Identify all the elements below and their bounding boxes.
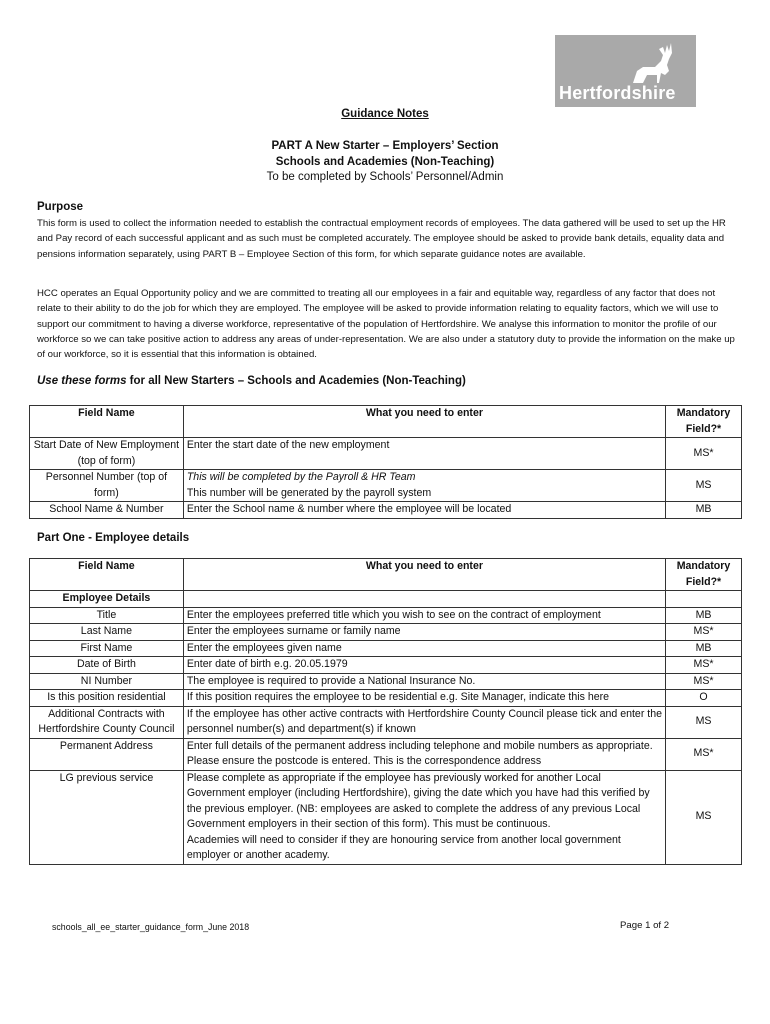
section-label: Employee Details bbox=[30, 591, 184, 608]
equal-opportunity-paragraph: HCC operates an Equal Opportunity policy and we are committed to treating all our employees in a fair and equitable way, regardless of any factor that does not relate to their ability to do the job for which they are employed. The employee will be asked to provide information relating to equality factors, which we will use to support our commitment to having a diverse workforce, representative of the population of Hertfordshire. We analyse this information to monitor the profile of our workforce so we can take positive action to address any areas of under-representation. We are also under a statutory duty to provide the information on the make up of our workforce, so it is essential that this information is obtained. bbox=[37, 288, 735, 361]
mandatory-cell: MS bbox=[666, 706, 742, 738]
use-forms-heading bbox=[37, 375, 466, 387]
table-row bbox=[30, 438, 742, 470]
enter-cell: The employee is required to provide a National Insurance No. bbox=[183, 673, 665, 690]
empty-cell bbox=[183, 591, 665, 608]
footer-page-number: Page 1 of 2 bbox=[620, 920, 670, 931]
field-cell: School Name & Number bbox=[30, 502, 184, 519]
field-cell: Personnel Number (top of form) bbox=[30, 470, 184, 502]
col-header-enter: What you need to enter bbox=[183, 559, 665, 591]
field-cell: Last Name bbox=[30, 624, 184, 641]
table-row bbox=[30, 470, 742, 502]
purpose-paragraph: This form is used to collect the information needed to establish the contractual employment records of employees. The data gathered will be used to set up the HR and Pay record of each successful applicant and as such must be completed accurately. The employee should be asked to provide bank details, equality data and pensions information separately, using PART B – Employee Section of this form, for which separate guidance notes are available. bbox=[37, 218, 726, 260]
footer-filename: schools_all_ee_starter_guidance_form_June 2018 bbox=[52, 922, 250, 932]
table-row bbox=[30, 502, 742, 519]
table-row bbox=[30, 738, 742, 770]
enter-cell bbox=[183, 770, 665, 864]
table-row bbox=[30, 770, 742, 864]
use-forms-prefix: Use these forms bbox=[37, 375, 127, 387]
col-header-field: Field Name bbox=[30, 559, 184, 591]
table-row bbox=[30, 706, 742, 738]
document-title: Guidance Notes bbox=[341, 108, 429, 120]
field-cell: Date of Birth bbox=[30, 657, 184, 674]
field-cell: NI Number bbox=[30, 673, 184, 690]
field-cell: Permanent Address bbox=[30, 738, 184, 770]
mandatory-cell: O bbox=[666, 690, 742, 707]
enter-cell bbox=[183, 470, 665, 502]
enter-cell: Enter the employees preferred title which you wish to see on the contract of employment bbox=[183, 607, 665, 624]
table-row bbox=[30, 640, 742, 657]
col-header-field: Field Name bbox=[30, 406, 184, 438]
field-cell: Start Date of New Employment (top of form) bbox=[30, 438, 184, 470]
enter-cell: Enter full details of the permanent address including telephone and mobile numbers as appropriate. Please ensure the postcode is entered. This is the correspondence address bbox=[183, 738, 665, 770]
table-row bbox=[30, 673, 742, 690]
table-header-row bbox=[30, 559, 742, 591]
mandatory-cell: MB bbox=[666, 607, 742, 624]
col-header-enter: What you need to enter bbox=[183, 406, 665, 438]
part-a-heading: PART A New Starter – Employers’ Section bbox=[271, 140, 499, 152]
enter-cell: Enter date of birth e.g. 20.05.1979 bbox=[183, 657, 665, 674]
logo-text: Hertfordshire bbox=[559, 83, 676, 103]
enter-text: This number will be generated by the payroll system bbox=[186, 486, 432, 499]
field-cell: First Name bbox=[30, 640, 184, 657]
mandatory-cell: MS* bbox=[666, 738, 742, 770]
mandatory-cell: MS bbox=[666, 770, 742, 864]
use-forms-rest: for all New Starters – Schools and Academies (Non-Teaching) bbox=[126, 375, 466, 387]
table-row bbox=[30, 624, 742, 641]
mandatory-cell: MB bbox=[666, 502, 742, 519]
new-starter-table bbox=[29, 405, 742, 519]
empty-cell bbox=[666, 591, 742, 608]
purpose-heading: Purpose bbox=[37, 201, 84, 213]
enter-text-academies: Academies will need to consider if they are honouring service from another local government employer or another academy. bbox=[186, 833, 621, 861]
table-row bbox=[30, 657, 742, 674]
table-header-row bbox=[30, 406, 742, 438]
completed-by-text: To be completed by Schools’ Personnel/Admin bbox=[266, 171, 504, 183]
schools-heading: Schools and Academies (Non-Teaching) bbox=[275, 156, 495, 168]
enter-note: This will be completed by the Payroll & HR Team bbox=[186, 471, 416, 483]
section-row bbox=[30, 591, 742, 608]
field-cell: LG previous service bbox=[30, 770, 184, 864]
mandatory-cell: MS bbox=[666, 470, 742, 502]
field-cell: Additional Contracts with Hertfordshire County Council bbox=[30, 706, 184, 738]
col-header-mandatory: Mandatory Field?* bbox=[666, 406, 742, 438]
mandatory-cell: MS* bbox=[666, 657, 742, 674]
enter-cell: Enter the School name & number where the employee will be located bbox=[183, 502, 665, 519]
enter-cell: Enter the start date of the new employment bbox=[183, 438, 665, 470]
employee-details-table bbox=[29, 558, 742, 865]
mandatory-cell: MS* bbox=[666, 673, 742, 690]
hertfordshire-logo bbox=[555, 35, 696, 107]
enter-cell: Enter the employees given name bbox=[183, 640, 665, 657]
table-row bbox=[30, 690, 742, 707]
enter-text: Please complete as appropriate if the employee has previously worked for another Local Government employer (including Hertfordshire), giving the date which you have had this verified by the previous employer. (NB: employees are asked to complete the address of any previous Local Government employers in their section of this form). This must be continuous. bbox=[186, 771, 650, 830]
part-one-heading: Part One - Employee details bbox=[37, 532, 190, 544]
mandatory-cell: MS* bbox=[666, 438, 742, 470]
field-cell: Is this position residential bbox=[30, 690, 184, 707]
table-row bbox=[30, 607, 742, 624]
enter-cell: If this position requires the employee to be residential e.g. Site Manager, indicate this here bbox=[183, 690, 665, 707]
mandatory-cell: MS* bbox=[666, 624, 742, 641]
mandatory-cell: MB bbox=[666, 640, 742, 657]
field-cell: Title bbox=[30, 607, 184, 624]
enter-cell: Enter the employees surname or family name bbox=[183, 624, 665, 641]
enter-cell: If the employee has other active contracts with Hertfordshire County Council please tick and enter the personnel number(s) and department(s) if known bbox=[183, 706, 665, 738]
col-header-mandatory: Mandatory Field?* bbox=[666, 559, 742, 591]
